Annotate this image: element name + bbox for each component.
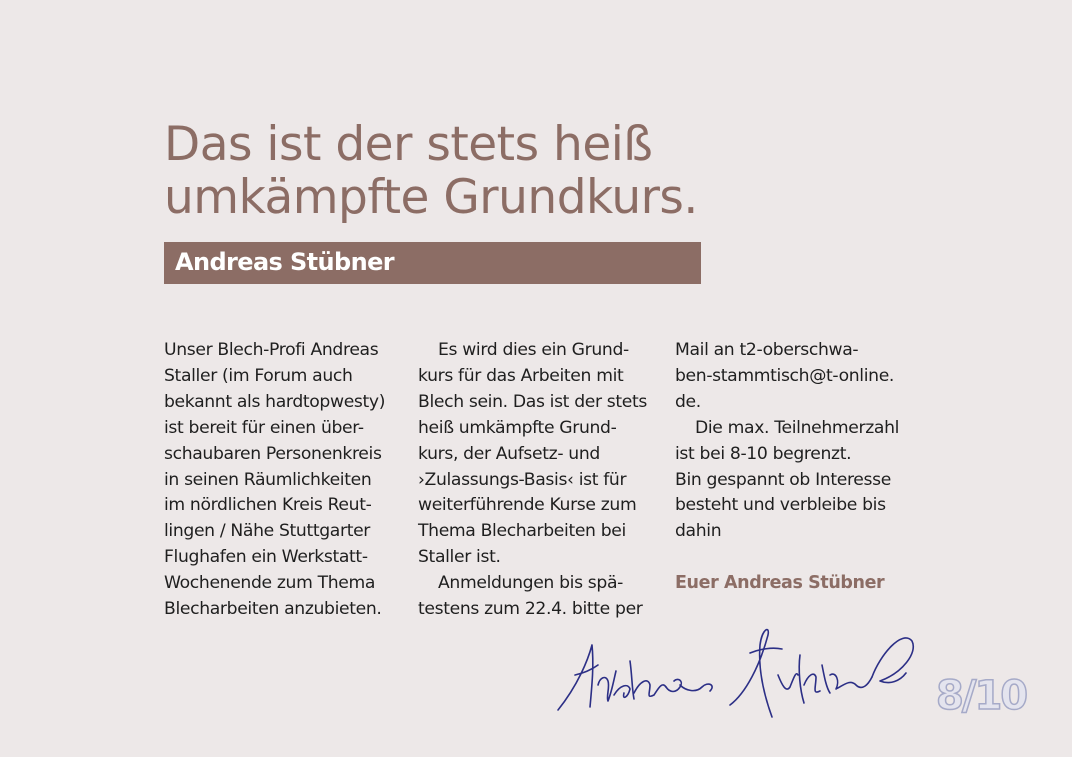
text-line: ben-stammtisch@t-online. — [675, 365, 895, 386]
page-number: 8/10 — [936, 673, 1027, 719]
text-line: Bin gespannt ob Interesse — [675, 469, 891, 490]
text-line: heiß umkämpfte Grund- — [418, 417, 617, 438]
author-bar — [164, 242, 701, 284]
text-line: kurs für das Arbeiten mit — [418, 365, 624, 386]
text-line: Blech sein. Das ist der stets — [418, 391, 648, 412]
text-line: ›Zulassungs-Basis‹ ist für — [418, 469, 627, 490]
text-line: in seinen Räumlichkeiten — [164, 469, 372, 490]
text-line: Mail an t2-oberschwa- — [675, 340, 859, 360]
text-line: besteht und verbleibe bis — [675, 495, 886, 516]
text-column-2 — [418, 338, 663, 623]
text-line: Anmeldungen bis spä- — [438, 573, 623, 594]
text-line: Flughafen ein Werkstatt- — [164, 547, 368, 568]
text-line: Die max. Teilnehmerzahl — [695, 417, 900, 438]
text-line: dahin — [675, 521, 722, 542]
text-line: Thema Blecharbeiten bei — [418, 521, 626, 542]
text-line: Staller (im Forum auch — [164, 365, 353, 386]
headline-line-2: umkämpfte Grundkurs. — [164, 170, 698, 225]
text-line: Staller ist. — [418, 547, 501, 568]
text-line: kurs, der Aufsetz- und — [418, 443, 600, 464]
text-line: testens zum 22.4. bitte per — [418, 599, 643, 620]
handwritten-signature — [550, 615, 920, 720]
closing-signoff: Euer Andreas Stübner — [675, 573, 885, 594]
text-line: schaubaren Personenkreis — [164, 443, 382, 464]
text-line: im nördlichen Kreis Reut- — [164, 495, 372, 516]
text-line: bekannt als hardtopwesty) — [164, 391, 386, 412]
headline — [164, 118, 864, 224]
text-column-3 — [675, 338, 920, 597]
text-line: Blecharbeiten anzubieten. — [164, 599, 382, 620]
text-line: de. — [675, 391, 701, 412]
text-line: Es wird dies ein Grund- — [438, 340, 629, 360]
author-name: Andreas Stübner — [175, 248, 395, 276]
text-line: lingen / Nähe Stuttgarter — [164, 521, 371, 542]
text-line: ist bereit für einen über- — [164, 417, 364, 438]
text-line: Unser Blech-Profi Andreas — [164, 340, 379, 360]
text-line: ist bei 8-10 begrenzt. — [675, 443, 852, 464]
headline-line-1: Das ist der stets heiß — [164, 117, 653, 172]
text-line: weiterführende Kurse zum — [418, 495, 637, 516]
text-line: Wochenende zum Thema — [164, 573, 376, 594]
text-column-1 — [164, 338, 404, 623]
